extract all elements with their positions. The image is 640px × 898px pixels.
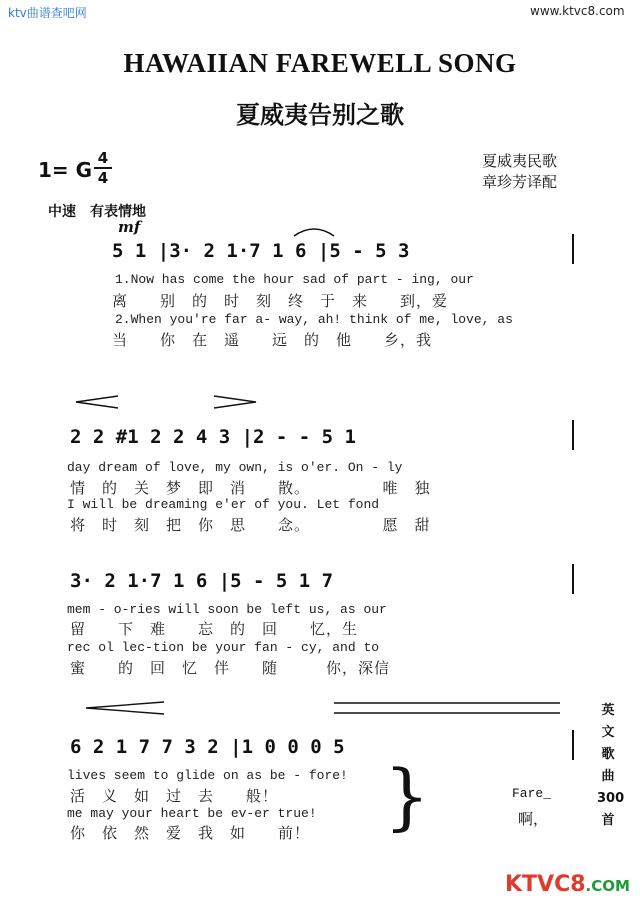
- lyrics-en-verse2-line4: me may your heart be ev-er true!: [67, 806, 317, 821]
- notation-line-1: 5 1 |3· 2 1·7 1 6 |5 - 5 3: [112, 240, 410, 262]
- credit-translator: 章珍芳译配: [482, 173, 558, 191]
- barline-end-2: [572, 420, 574, 450]
- lyrics-cn-verse2-line2: 将 时 刻 把 你 思 念。 愿 甜: [70, 516, 431, 534]
- slur-mark: [292, 224, 336, 238]
- lyrics-en-verse2-line2: I will be dreaming e'er of you. Let fond: [67, 497, 380, 512]
- side-note-book-title: 英文歌曲300首: [597, 703, 625, 828]
- lyrics-en-verse1-line4: lives seem to glide on as be - fore!: [67, 768, 348, 783]
- key-signature: 1= G: [38, 158, 93, 182]
- barline-end-4: [572, 730, 574, 760]
- verse-brace: }: [384, 754, 430, 838]
- lyrics-en-verse1-line3: mem - o-ries will soon be left us, as our: [67, 602, 387, 617]
- lyrics-en-verse2-line1: 2.When you're far a- way, ah! think of me, love, as: [115, 312, 513, 327]
- dynamics-hairpins-2: [84, 700, 564, 716]
- lyrics-cn-verse1-line3: 留 下 难 忘 的 回 忆，生: [70, 620, 359, 638]
- credit-origin: 夏威夷民歌: [482, 152, 558, 170]
- title-chinese: 夏威夷告别之歌: [236, 100, 404, 129]
- watermark-bottom-right: [505, 872, 630, 897]
- time-signature: [94, 150, 112, 186]
- watermark-top-left: ktv曲谱查吧网: [8, 6, 87, 20]
- notation-line-4: 6 2 1 7 7 3 2 |1 0 0 0 5: [70, 736, 345, 758]
- lyrics-cn-verse1-line1: 离 别 的 时 刻 终 于 来 到，爱: [112, 292, 449, 310]
- watermark-suffix: .COM: [585, 877, 630, 895]
- lyrics-en-verse1-line2: day dream of love, my own, is o'er. On - ly: [67, 460, 403, 475]
- lyrics-cn-verse2-line4: 你 依 然 爱 我 如 前！: [70, 824, 311, 842]
- lyrics-cn-verse2-line1: 当 你 在 遥 远 的 他 乡，我: [112, 331, 433, 349]
- watermark-top-right: www.ktvc8.com: [530, 4, 625, 18]
- meter-bottom: 4: [97, 169, 109, 187]
- dynamic-marking: mf: [118, 218, 141, 236]
- lyrics-cn-verse2-line3: 蜜 的 回 忆 伴 随 你，深信: [70, 659, 391, 677]
- title-english: HAWAIIAN FAREWELL SONG: [123, 48, 517, 78]
- lyrics-cn-verse1-line2: 情 的 关 梦 即 消 散。 唯 独: [70, 479, 431, 497]
- lyrics-en-verse1-line1: 1.Now has come the hour sad of part - ing, our: [115, 272, 474, 287]
- notation-line-3: 3· 2 1·7 1 6 |5 - 5 1 7: [70, 570, 334, 592]
- watermark-brand: KTVC8: [505, 872, 586, 897]
- barline-end-3: [572, 564, 574, 594]
- tempo-marking: 中速 有表情地: [48, 204, 146, 220]
- dynamics-hairpins-1: [74, 394, 264, 410]
- lyrics-cn-verse1-line4: 活 义 如 过 去 般！: [70, 787, 279, 805]
- ending-ah: 啊，: [518, 810, 549, 828]
- barline-end-1: [572, 234, 574, 264]
- lyrics-en-verse2-line3: rec ol lec-tion be your fan - cy, and to: [67, 640, 380, 655]
- meter-top: 4: [97, 149, 109, 167]
- ending-farewell: Fare_: [512, 786, 552, 801]
- notation-line-2: 2 2 #1 2 2 4 3 |2 - - 5 1: [70, 426, 356, 448]
